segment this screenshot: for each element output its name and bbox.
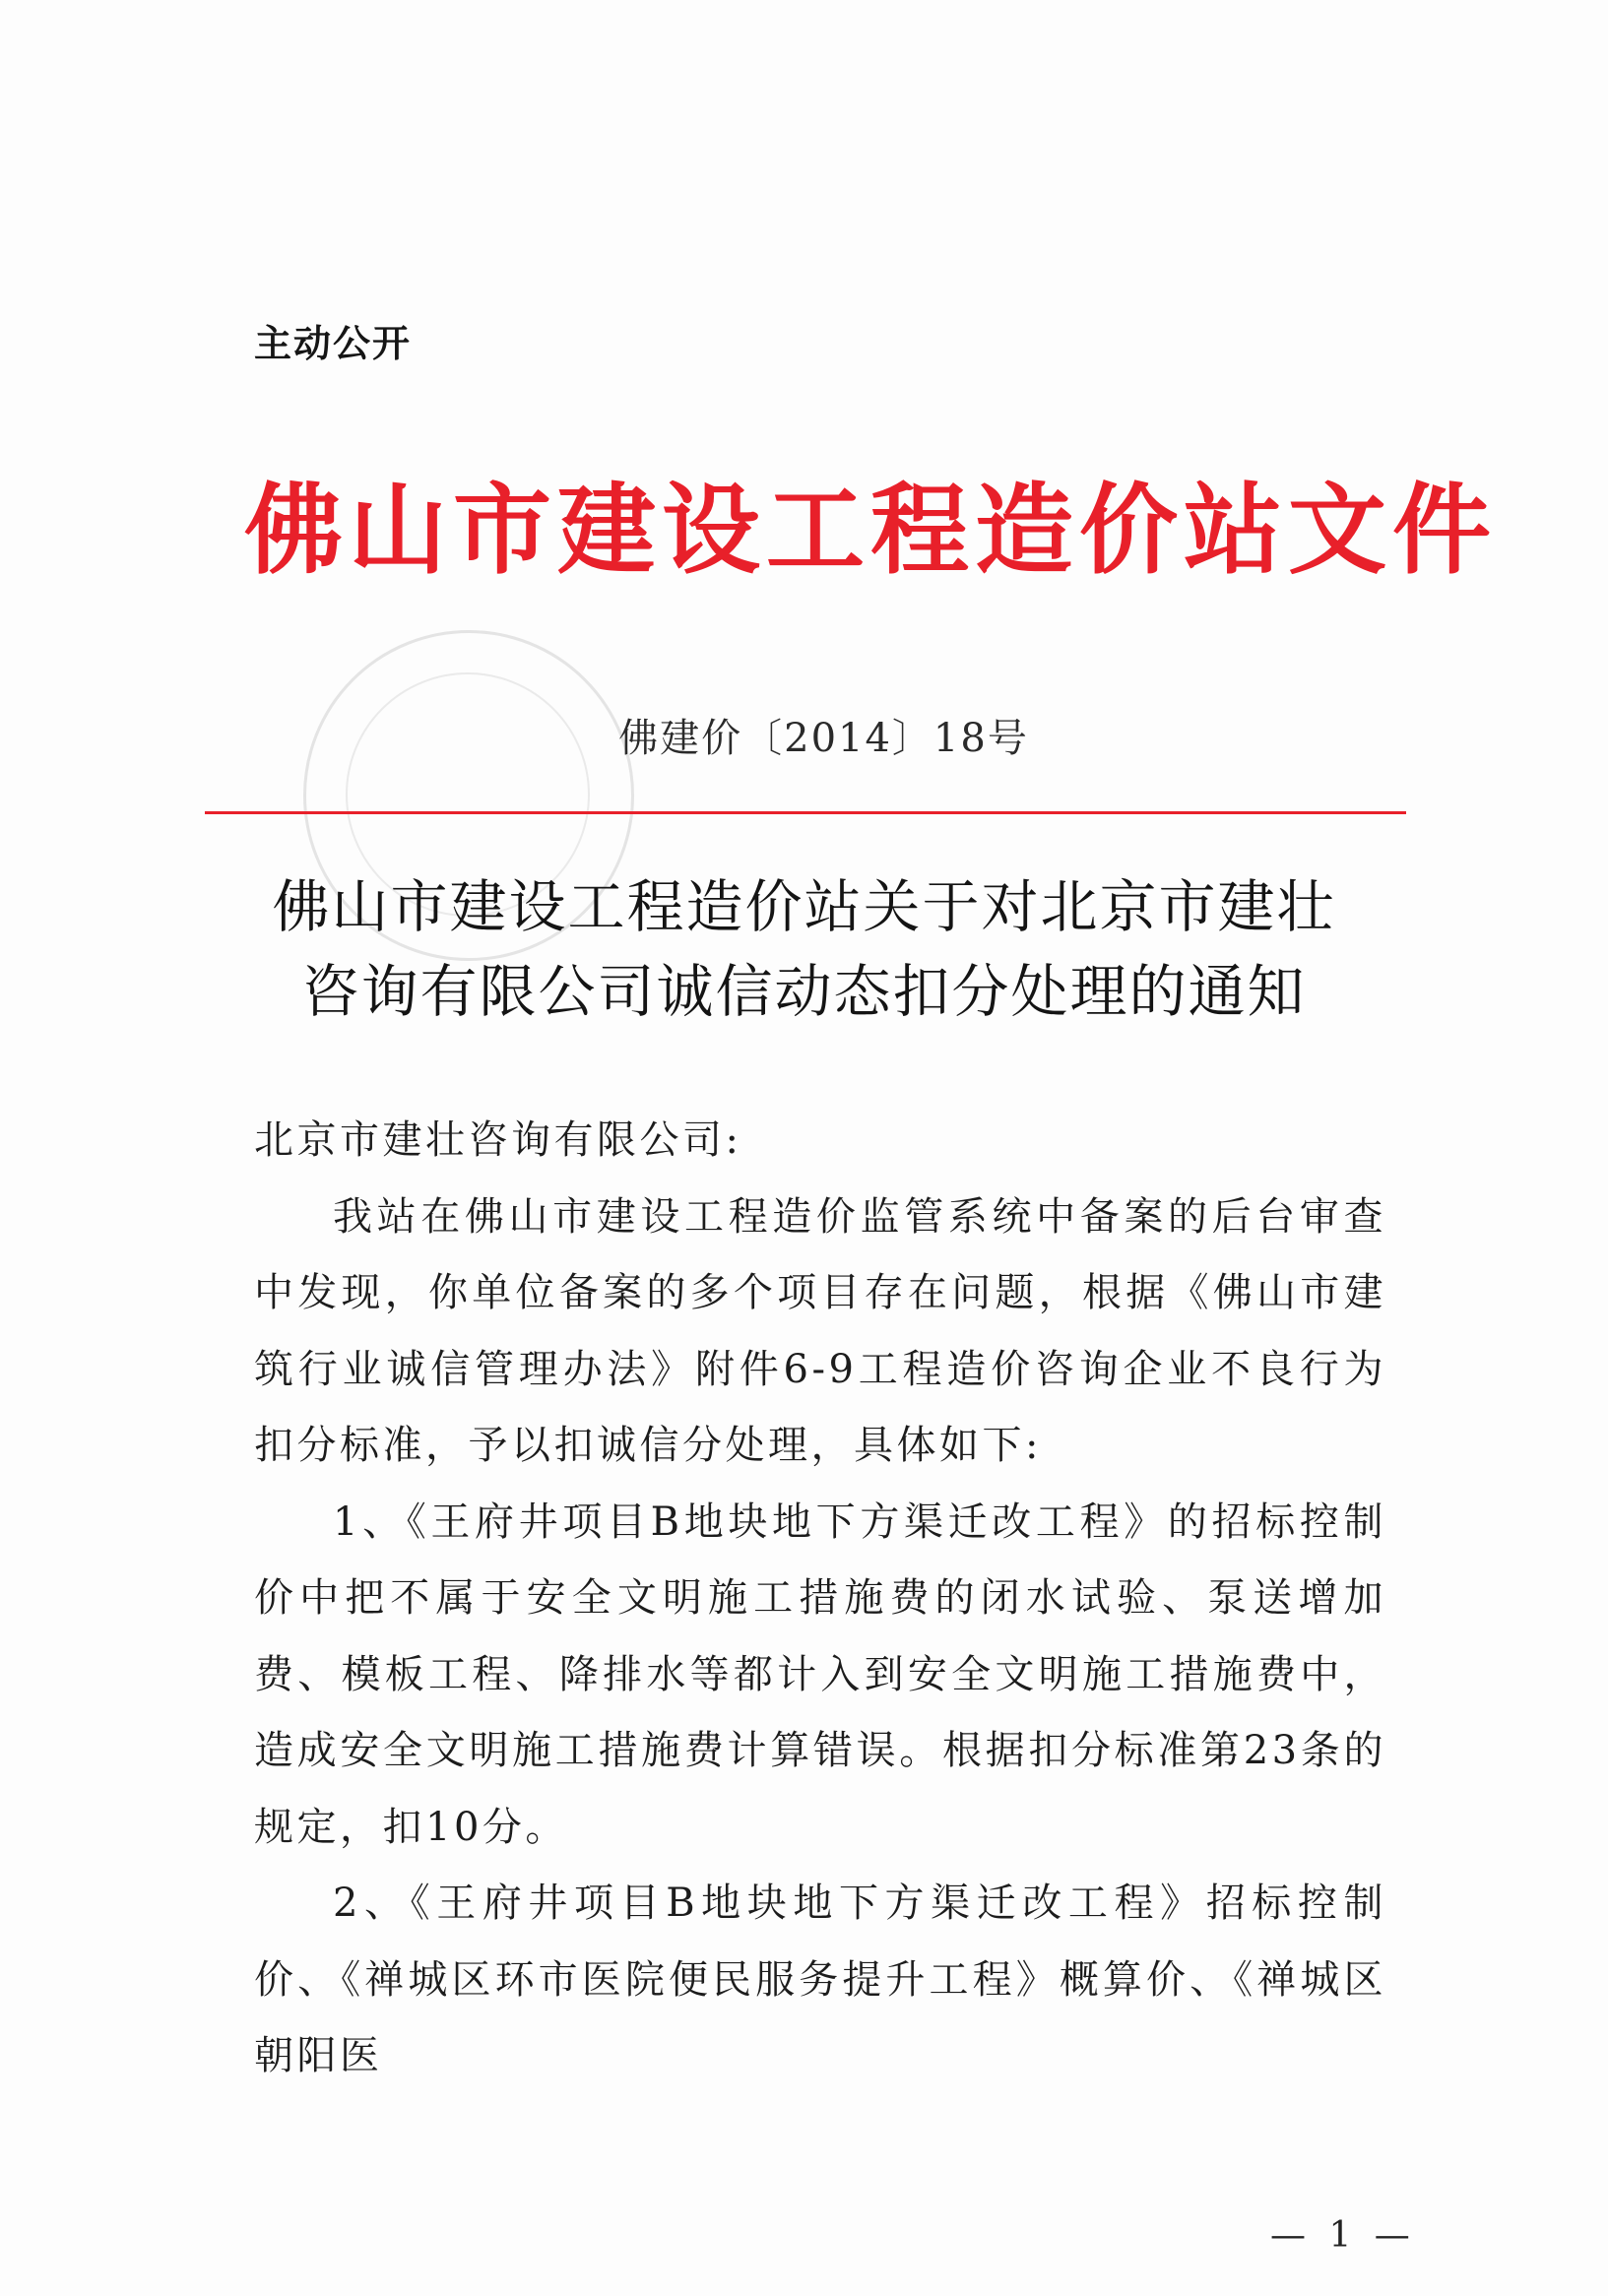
document-number: 佛建价〔2014〕18号 (618, 716, 1029, 761)
salutation: 北京市建壮咨询有限公司: (254, 1117, 742, 1163)
paragraph-item-2: 2、《王府井项目B地块地下方渠迁改工程》招标控制价、《禅城区环市医院便民服务提升工程》概算价、《禅城区朝阳医 (254, 1881, 1386, 2078)
notice-body (254, 1103, 1386, 2095)
masthead-title: 佛山市建设工程造价站文件 (244, 472, 1497, 588)
red-separator-line (205, 811, 1406, 814)
paragraph-item-1: 1、《王府井项目B地块地下方渠迁改工程》的招标控制价中把不属于安全文明施工措施费的闭水试验、泵送增加费、模板工程、降排水等都计入到安全文明施工措施费中，造成安全文明施工措施费计算错误。根据扣分标准第23条的规定，扣10分。 (254, 1499, 1386, 1850)
page-number: — 1 — (1270, 2215, 1416, 2256)
notice-title-line-2: 咨询有限公司诚信动态扣分处理的通知 (301, 958, 1307, 1025)
notice-title-line-1: 佛山市建设工程造价站关于对北京市建壮 (272, 873, 1336, 940)
paragraph-intro: 我站在佛山市建设工程造价监管系统中备案的后台审查中发现，你单位备案的多个项目存在问题，根据《佛山市建筑行业诚信管理办法》附件6-9工程造价咨询企业不良行为扣分标准，予以扣诚信分处理，具体如下: (254, 1193, 1386, 1468)
disclosure-label: 主动公开 (254, 322, 413, 365)
notice-title (0, 864, 1608, 1034)
